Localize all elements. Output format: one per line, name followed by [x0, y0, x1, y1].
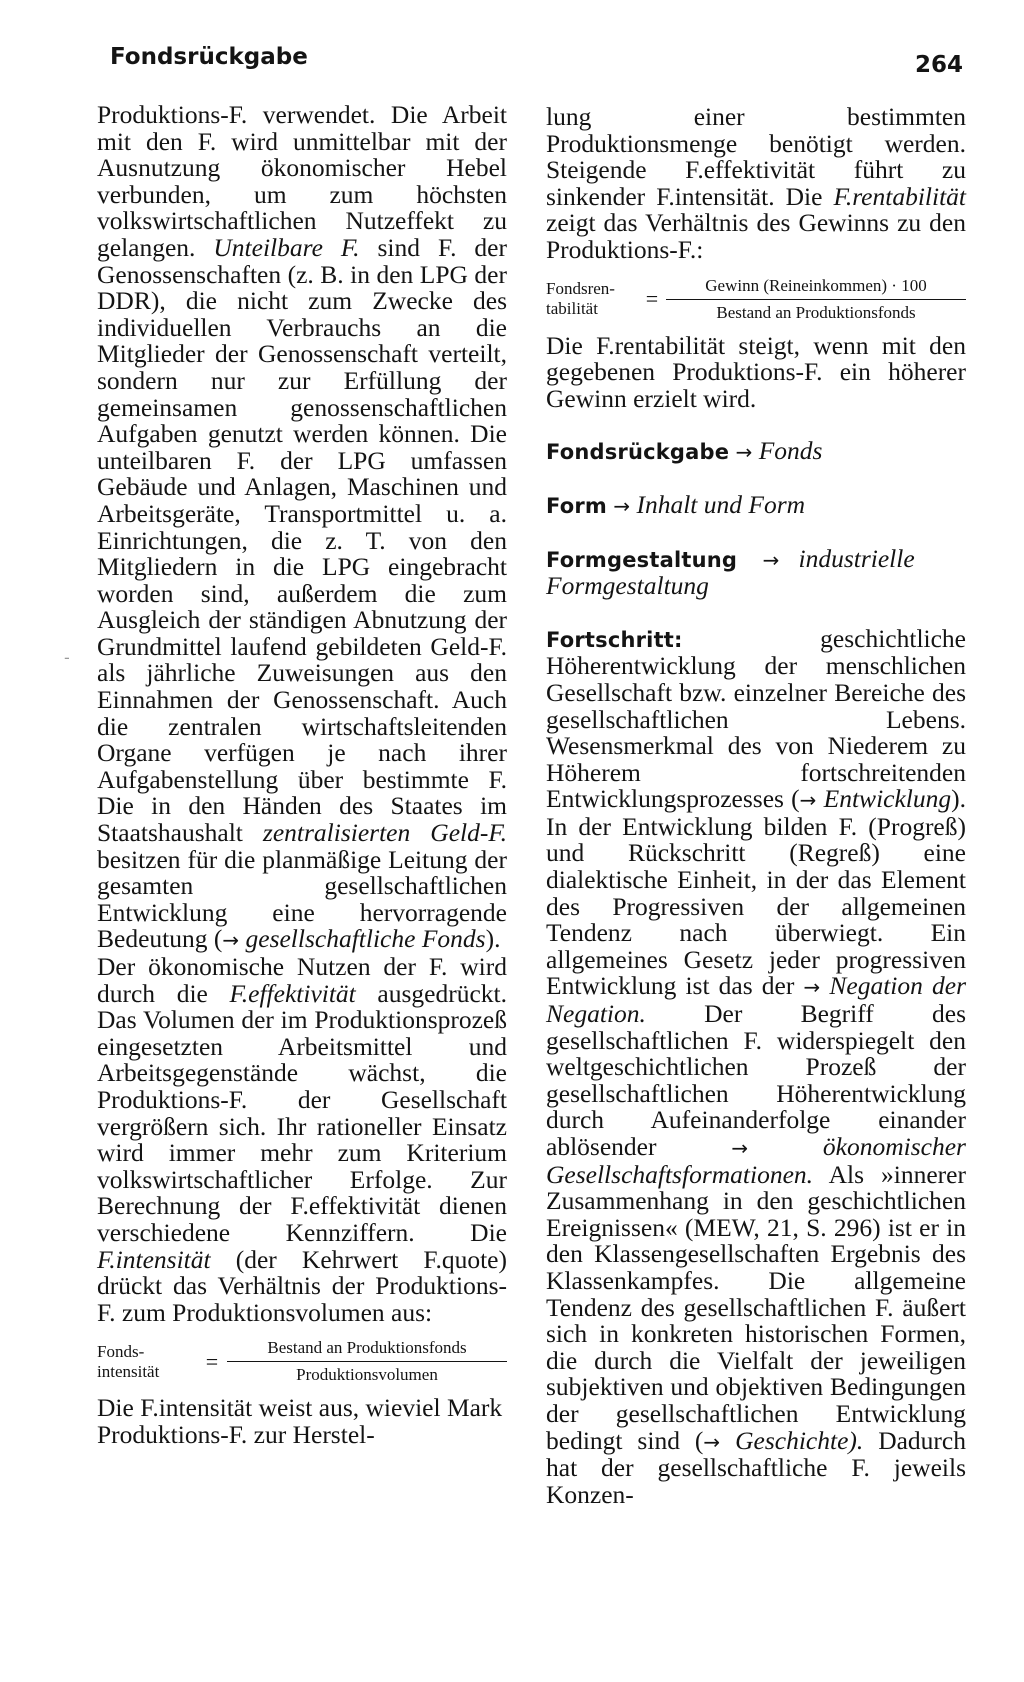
entry-headword: Fortschritt: — [546, 627, 683, 652]
formula-denominator: Bestand an Produktionsfonds — [716, 302, 916, 322]
ref-industrielle-formgestaltung[interactable]: industrielle Formgestaltung — [546, 543, 915, 601]
ref-negation-der-negation[interactable]: Negation der Negation. — [546, 971, 966, 1029]
left-paragraph-3: Die F.intensität weist aus, wieviel Mark Produktions-F. zur Herstel- — [97, 1393, 503, 1449]
formula-lhs: Fondsren- tabilität — [546, 279, 615, 319]
ref-oekonomische-gesellschaftsformationen[interactable]: ökonomischer Gesellschaftsformationen. — [546, 1132, 966, 1189]
arrow-icon: → — [735, 440, 753, 465]
left-column — [97, 102, 507, 1449]
formula-numerator: Bestand an Produktionsfonds — [227, 1338, 507, 1362]
ref-gesellschaftliche-fonds[interactable]: gesellschaftliche Fonds — [239, 924, 486, 954]
margin-mark: - — [64, 648, 70, 667]
left-paragraph-1: Produktions-F. verwendet. Die Arbeit mit den F. wird unmittelbar mit der Ausnutzung ökonomischer Hebel verbunden, um zum höchsten volkswirtschaftlichen Nutzeffekt zu gelangen. Unteilbare F. sind F. der Genossenschaften (z. B. in den LPG der DDR), die nicht zum Zwecke des individuellen Verbrauchs an die Mitglieder der Genossenschaft verteilt, sondern nur zur Erfüllung der gemeinsamen genossenschaftlichen Aufgaben genutzt werden können. Die unteilbaren F. der LPG umfassen Gebäude und Anlagen, Maschinen und Arbeitsgeräte, Transportmittel u. a. Einrichtungen, die z. T. von den Mitgliedern in die LPG eingebracht worden sind, außerdem die zum Ausgleich der ständigen Abnutzung der Grundmittel laufend gebildeten Geld-F. als jährliche Zuweisungen aus den Einnahmen der Genossenschaft. Auch die zentralen wirtschaftsleitenden Organe verfügen je nach ihrer Aufgabenstellung über bestimmte F. Die in den Händen des Staates im Staatshaushalt zentralisierten Geld-F. besitzen für die planmäßige Leitung der gesamten gesellschaftlichen Entwicklung eine hervorragende Bedeutung (→ gesellschaftliche Fonds). — [97, 100, 507, 954]
term-unteilbare-fonds: Unteilbare F. — [213, 232, 360, 262]
arrow-icon: → — [222, 928, 240, 953]
term-fondsintensitaet: F.intensität — [97, 1244, 211, 1274]
formula-fraction — [666, 276, 966, 323]
arrow-icon: → — [803, 975, 821, 1000]
formula-fondsintensitaet — [97, 1338, 507, 1385]
ref-geschichte[interactable]: Geschichte). — [720, 1425, 864, 1455]
entry-fortschritt: Fortschritt: geschichtliche Höherentwicklung der menschlichen Gesellschaft bzw. einzelner Bereiche des gesellschaftlichen Lebens. Wesensmerkmal des von Niederem zu Höherem fortschreitenden Entwicklungsprozesses (→ Entwicklung). In der Entwicklung bilden F. (Progreß) und Rückschritt (Regreß) eine dialektische Einheit, in der das Element des Progressiven der allgemeinen Tendenz nach überwiegt. Ein allgemeines Gesetz jeder progressiven Entwicklung ist das der → Negation der Negation. Der Begriff des gesellschaftlichen F. widerspiegelt den weltgeschichtlichen Prozeß der gesellschaftlichen Höherentwicklung durch Aufeinanderfolge einander ablösender → ökonomischer Gesellschaftsformationen. Als »innerer Zusammenhang in den geschichtlichen Ereignissen« (MEW, 21, S. 296) ist er in den Klassengesellschaften Ergebnis des Klassenkampfes. Die allgemeine Tendenz des gesellschaftlichen F. äußert sich in konkreten historischen Formen, die durch die Vielfalt der jeweiligen subjektiven und objektiven Bedingungen der gesellschaftlichen Entwicklung bedingt sind (→ Geschichte). Dadurch hat der gesellschaftliche F. jeweils Konzen- — [546, 623, 966, 1509]
arrow-icon: → — [731, 1136, 749, 1160]
entry-headword: Formgestaltung — [546, 547, 738, 572]
formula-lhs: Fonds- intensität — [97, 1341, 160, 1381]
entry-formgestaltung — [546, 543, 966, 601]
page-number: 264 — [915, 52, 964, 78]
right-column — [546, 104, 966, 1508]
formula-denominator: Produktionsvolumen — [296, 1365, 438, 1385]
right-paragraph-1: lung einer bestimmten Produktionsmenge benötigt werden. Steigende F.effektivität führt zu sinkender F.intensität. Die F.rentabilität zeigt das Verhältnis des Gewinns zu den Produktions-F.: — [546, 102, 966, 264]
arrow-icon: → — [799, 788, 817, 813]
arrow-icon: → — [762, 547, 780, 572]
equals-sign: = — [645, 286, 659, 312]
entry-headword: Fondsrückgabe — [546, 440, 730, 465]
arrow-icon: → — [613, 493, 631, 518]
term-fondsrentabilitaet: F.rentabilität — [833, 181, 966, 211]
entry-form — [546, 489, 966, 520]
ref-inhalt-und-form[interactable]: Inhalt und Form — [636, 489, 806, 519]
term-fondseffektivitaet: F.effektivität — [229, 978, 356, 1008]
arrow-icon: → — [703, 1429, 721, 1454]
equals-sign: = — [205, 1348, 219, 1374]
formula-fraction — [227, 1338, 507, 1385]
ref-entwicklung[interactable]: Entwicklung — [816, 784, 952, 814]
term-zentralisierte-geld-fonds: zentralisierten Geld-F. — [262, 818, 507, 848]
formula-fondsrentabilitaet — [546, 276, 966, 323]
entry-headword: Form — [546, 493, 607, 518]
formula-numerator: Gewinn (Reineinkommen) · 100 — [666, 276, 966, 300]
entry-fondsrueckgabe — [546, 438, 966, 466]
left-paragraph-2: Der ökonomische Nutzen der F. wird durch die F.effektivität ausgedrückt. Das Volumen der im Produktionsprozeß eingesetzten Arbeitsmittel und Arbeitsgegenstände wächst, die Produktions-F. der Gesellschaft vergrößern sich. Ihr rationeller Einsatz wird immer mehr zum Kriterium volkswirtschaftlicher Erfolge. Zur Berechnung der F.effektivität dienen verschiedene Kennziffern. Die F.intensität (der Kehrwert F.quote) drückt das Verhältnis der Produktions-F. zum Produktionsvolumen aus: — [97, 952, 507, 1327]
ref-fonds[interactable]: Fonds — [758, 436, 823, 466]
right-paragraph-2: Die F.rentabilität steigt, wenn mit den gegebenen Produktions-F. ein höherer Gewinn erzielt wird. — [546, 330, 966, 413]
page-header-title: Fondsrückgabe — [110, 44, 308, 70]
